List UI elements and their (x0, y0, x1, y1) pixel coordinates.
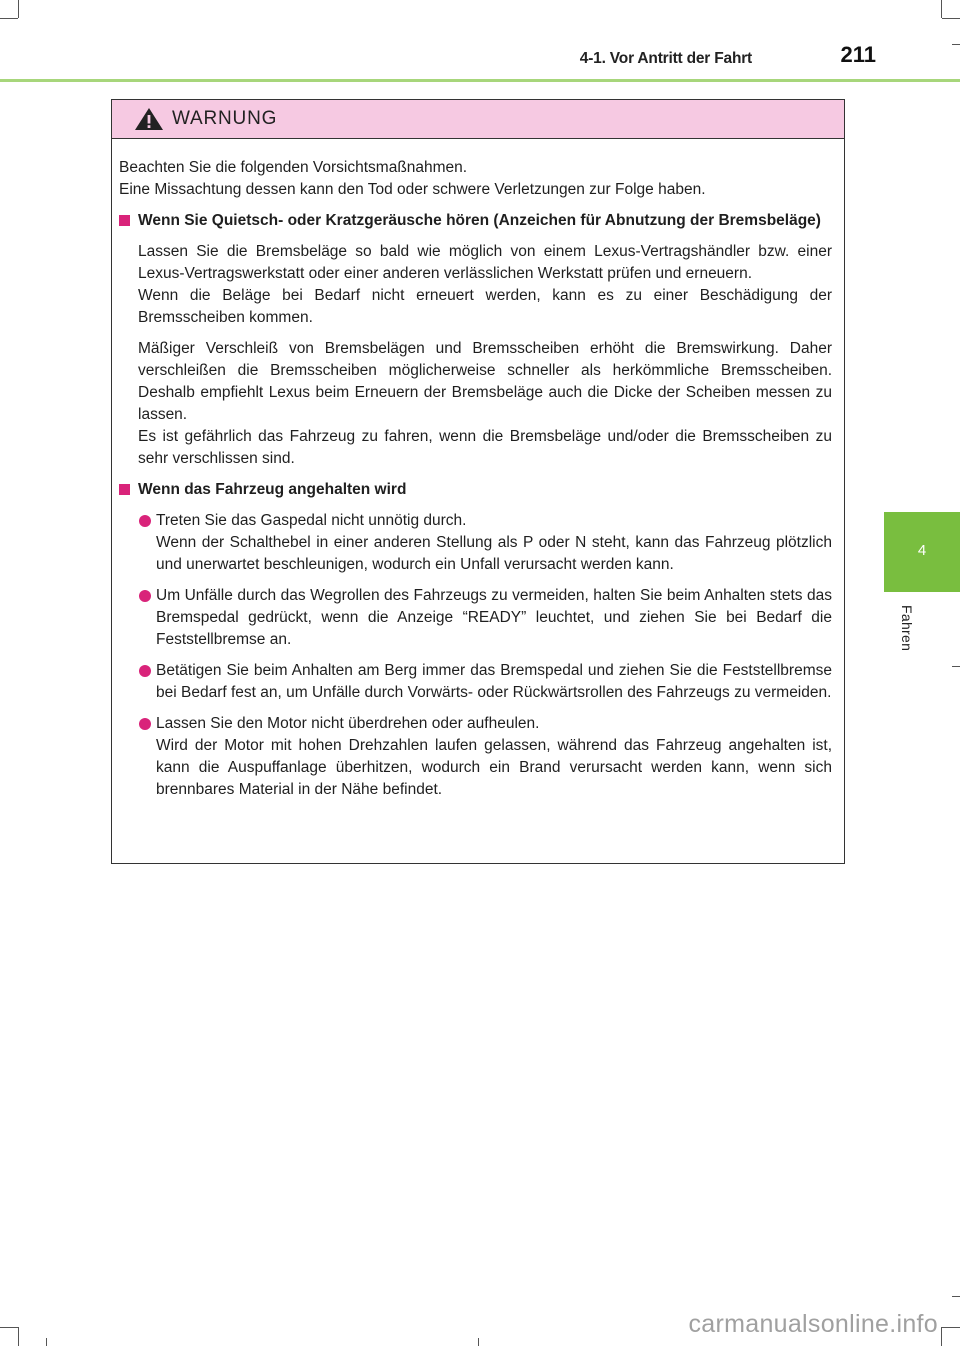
square-bullet-icon (119, 215, 130, 226)
crop-mark (0, 1327, 18, 1328)
section-title: 4-1. Vor Antritt der Fahrt (579, 50, 752, 67)
warning-title: WARNUNG (172, 108, 278, 129)
chapter-tab[interactable] (884, 512, 960, 592)
circle-bullet-icon (139, 665, 151, 677)
chapter-label: Fahren (899, 605, 915, 652)
warning-body (112, 139, 844, 801)
crop-mark (941, 1327, 942, 1346)
warning-triangle-icon (134, 107, 164, 131)
crop-mark (942, 18, 960, 19)
section-heading-text: Wenn das Fahrzeug angehalten wird (138, 481, 407, 498)
crop-mark (942, 1327, 960, 1328)
crop-mark (952, 44, 960, 45)
watermark: carmanualsonline.info (688, 1310, 938, 1338)
list-item-text: Um Unfälle durch das Wegrollen des Fahrzeugs zu vermeiden, halten Sie beim Anhalten stets das Bremspedal gedrückt, wenn die Anzeige “READY” leuchtet, und ziehen Sie bei Bedarf die Feststellbremse an. (156, 587, 832, 648)
paragraph-text: Mäßiger Verschleiß von Bremsbelägen und Bremsscheiben erhöht die Bremswirkung. Daher verschleißen die Bremsscheiben möglicherweise schneller als herkömmliche Bremsscheiben. Deshalb empfiehlt Lexus beim Erneuern der Bremsbeläge auch die Dicke der Scheiben messen zu lassen. (138, 340, 832, 423)
paragraph-text: Wenn die Beläge bei Bedarf nicht erneuert werden, kann es zu einer Beschädigung der Bremsscheiben kommen. (138, 287, 832, 326)
list-item (119, 713, 832, 801)
crop-mark (46, 1338, 47, 1346)
list-item-text: Betätigen Sie beim Anhalten am Berg immer das Bremspedal und ziehen Sie die Feststellbremse bei Bedarf fest an, um Unfälle durch Vorwärts- oder Rückwärtsrollen des Fahrzeugs zu vermeiden. (156, 662, 832, 701)
header-rule (0, 79, 960, 82)
list-item-text: Wird der Motor mit hohen Drehzahlen laufen gelassen, während das Fahrzeug angehalten ist, kann die Auspuffanlage überhitzen, wodurch ein Brand verursacht werden kann, wenn sich brennbares Material in der Nähe befindet. (156, 737, 832, 798)
section-heading (119, 479, 832, 501)
paragraph (119, 241, 832, 329)
list-item-text: Wenn der Schalthebel in einer anderen Stellung als P oder N steht, kann das Fahrzeug plötzlich und unerwartet beschleunigen, wodurch ein Unfall verursacht werden kann. (156, 534, 832, 573)
warning-box (111, 99, 845, 864)
crop-mark (478, 1338, 479, 1346)
list-item (119, 510, 832, 576)
section-heading (119, 210, 832, 232)
warning-header (112, 100, 844, 139)
circle-bullet-icon (139, 515, 151, 527)
crop-mark (952, 1296, 960, 1297)
crop-mark (941, 0, 942, 18)
paragraph-text: Lassen Sie die Bremsbeläge so bald wie möglich von einem Lexus-Vertragshändler bzw. einer Lexus-Vertragswerkstatt oder einer anderen verlässlichen Werkstatt prüfen und erneuern. (138, 243, 832, 282)
list-item (119, 660, 832, 704)
circle-bullet-icon (139, 590, 151, 602)
crop-mark (952, 666, 960, 667)
list-item-text: Lassen Sie den Motor nicht überdrehen oder aufheulen. (156, 715, 540, 732)
list-item (119, 585, 832, 651)
list-item-text: Treten Sie das Gaspedal nicht unnötig durch. (156, 512, 467, 529)
crop-mark (18, 1327, 19, 1346)
crop-mark (0, 18, 18, 19)
page-number: 211 (840, 42, 876, 67)
paragraph-text: Es ist gefährlich das Fahrzeug zu fahren, wenn die Bremsbeläge und/oder die Bremsscheiben zu sehr verschlissen sind. (138, 428, 832, 467)
intro-line: Beachten Sie die folgenden Vorsichtsmaßnahmen. (119, 159, 468, 176)
circle-bullet-icon (139, 718, 151, 730)
crop-mark (18, 0, 19, 18)
square-bullet-icon (119, 484, 130, 495)
chapter-number: 4 (917, 542, 927, 559)
paragraph (119, 338, 832, 470)
section-heading-text: Wenn Sie Quietsch- oder Kratzgeräusche hören (Anzeichen für Abnutzung der Bremsbeläge) (138, 212, 821, 229)
intro-line: Eine Missachtung dessen kann den Tod oder schwere Verletzungen zur Folge haben. (119, 181, 706, 198)
